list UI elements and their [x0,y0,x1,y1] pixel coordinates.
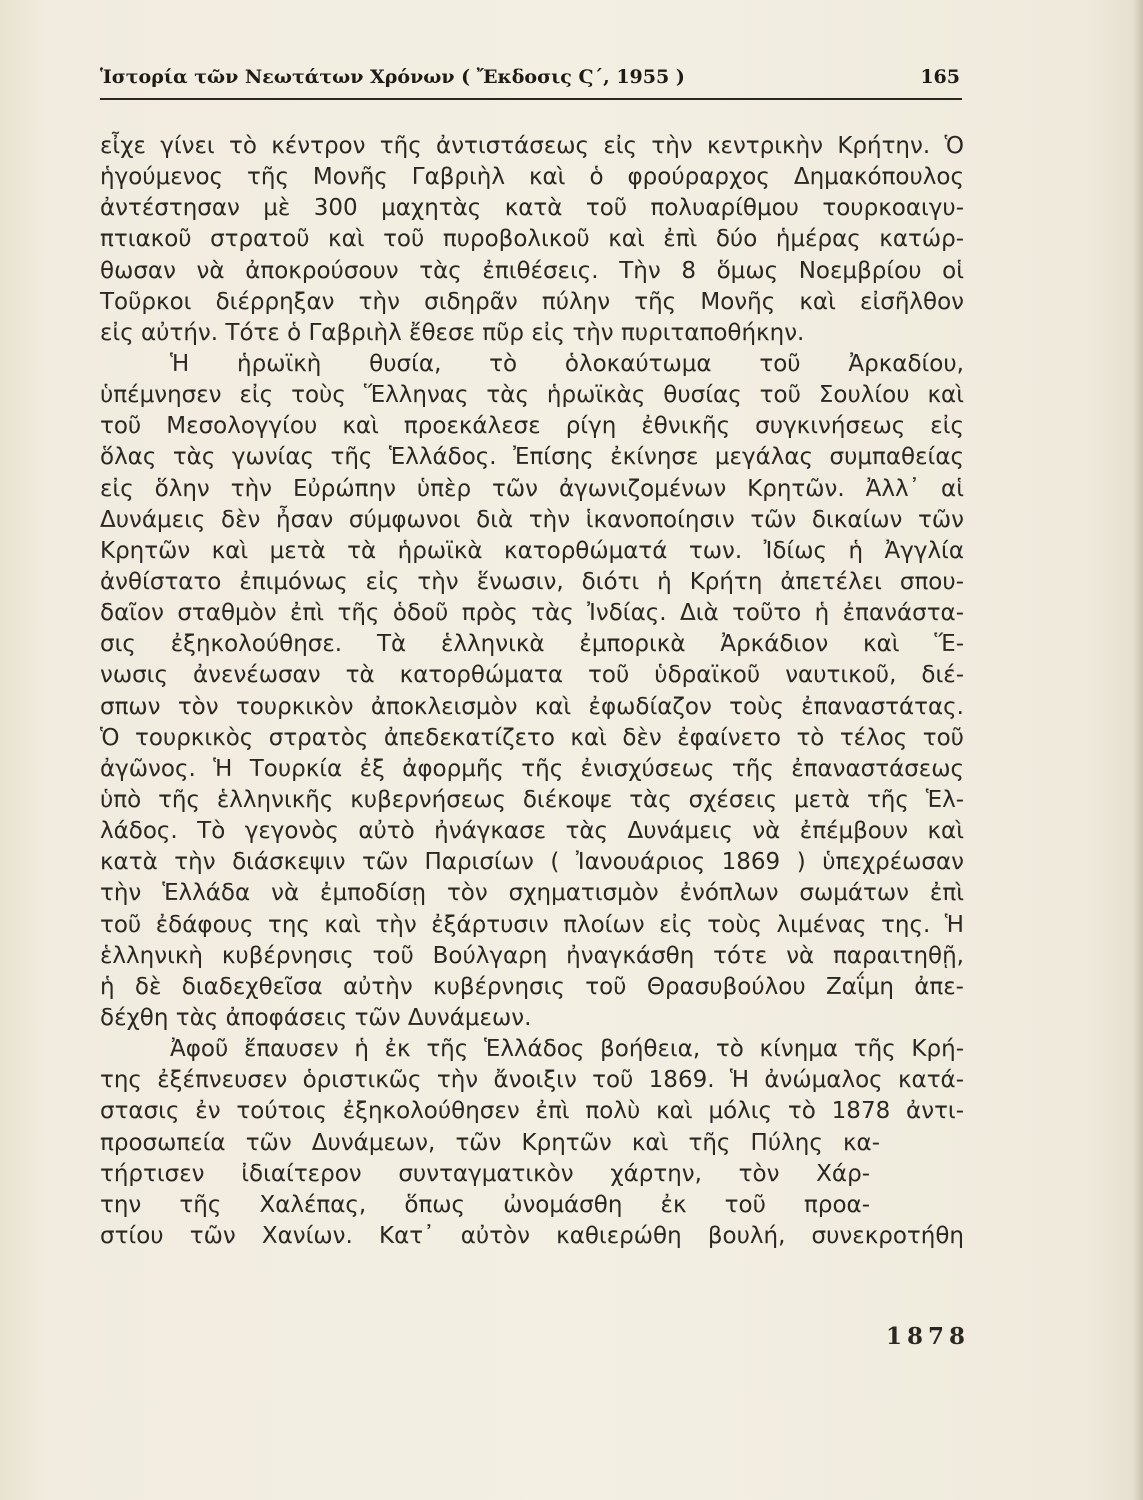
text-line: λάδος. Τὸ γεγονὸς αὐτὸ ἠνάγκασε τὰς Δυνάμεις νὰ ἐπέμβουν καὶ [100,818,964,845]
text-line: στασις ἐν τούτοις ἐξηκολούθησεν ἐπὶ πολὺ καὶ μόλις τὸ 1878 ἀντι- [100,1098,964,1125]
text-line: ἡγούμενος τῆς Μονῆς Γαβριὴλ καὶ ὁ φρούραρχος Δημακόπουλος [100,164,964,191]
text-line: ἀντέστησαν μὲ 300 μαχητὰς κατὰ τοῦ πολυαρίθμου τουρκοαιγυ- [100,195,964,222]
margin-note-year: 1878 [886,1323,971,1350]
text-line: προσωπεία τῶν Δυνάμεων, τῶν Κρητῶν καὶ τῆς Πύλης κα- [100,1129,880,1156]
text-line: Ἀφοῦ ἔπαυσεν ἡ ἐκ τῆς Ἑλλάδος βοήθεια, τὸ κίνημα τῆς Κρή- [170,1036,964,1063]
text-line: Ἡ ἡρωϊκὴ θυσία, τὸ ὁλοκαύτωμα τοῦ Ἀρκαδίου, [170,350,964,377]
page-edge-shadow [1133,0,1143,1500]
text-line: Τοῦρκοι διέρρηξαν τὴν σιδηρᾶν πύλην τῆς Μονῆς καὶ εἰσῆλθον [100,288,964,315]
text-line: στίου τῶν Χανίων. Κατ᾽ αὐτὸν καθιερώθη βουλή, συνεκροτήθη [100,1222,964,1249]
text-line: νωσις ἀνενέωσαν τὰ κατορθώματα τοῦ ὑδραϊκοῦ ναυτικοῦ, διέ- [100,662,964,689]
text-line: ἀνθίστατο ἐπιμόνως εἰς τὴν ἕνωσιν, διότι ἡ Κρήτη ἀπετέλει σπου- [100,568,964,595]
text-line: Ὁ τουρκικὸς στρατὸς ἀπεδεκατίζετο καὶ δὲν ἐφαίνετο τὸ τέλος τοῦ [100,724,964,751]
text-line: της ἐξέπνευσεν ὁριστικῶς τὴν ἄνοιξιν τοῦ 1869. Ἡ ἀνώμαλος κατά- [100,1067,964,1094]
text-line: ἀγῶνος. Ἡ Τουρκία ἐξ ἀφορμῆς τῆς ἐνισχύσεως τῆς ἐπαναστάσεως [100,755,964,782]
text-line: δαῖον σταθμὸν ἐπὶ τῆς ὁδοῦ πρὸς τὰς Ἰνδίας. Διὰ τοῦτο ἡ ἐπανάστα- [100,600,964,627]
text-line: τοῦ Μεσολογγίου καὶ προεκάλεσε ρίγη ἐθνικῆς συγκινήσεως εἰς [100,413,964,440]
running-header [100,66,962,100]
running-title: Ἱστορία τῶν Νεωτάτων Χρόνων ( Ἔκδοσις Ϛ΄, 1955 ) [100,66,685,88]
text-line: εἰς ὅλην τὴν Εὐρώπην ὑπὲρ τῶν ἀγωνιζομένων Κρητῶν. Ἀλλ᾽ αἱ [100,475,964,502]
text-line: την τῆς Χαλέπας, ὅπως ὠνομάσθη ἐκ τοῦ προα- [100,1191,870,1218]
text-line: εἶχε γίνει τὸ κέντρον τῆς ἀντιστάσεως εἰς τὴν κεντρικὴν Κρήτην. Ὁ [100,133,964,159]
body-text [100,131,964,1252]
text-line: ὅλας τὰς γωνίας τῆς Ἑλλάδος. Ἐπίσης ἐκίνησε μεγάλας συμπαθείας [100,444,964,471]
text-line: τοῦ ἐδάφους της καὶ τὴν ἐξάρτυσιν πλοίων εἰς τοὺς λιμένας της. Ἡ [100,911,964,938]
text-line: κατὰ τὴν διάσκεψιν τῶν Παρισίων ( Ἰανουάριος 1869 ) ὑπεχρέωσαν [100,849,964,876]
text-line: σις ἐξηκολούθησε. Τὰ ἑλληνικὰ ἐμπορικὰ Ἀρκάδιον καὶ Ἕ- [100,631,964,658]
text-line: ἡ δὲ διαδεχθεῖσα αὐτὴν κυβέρνησις τοῦ Θρασυβούλου Ζαΐμη ἀπε- [100,973,964,1000]
text-line: Κρητῶν καὶ μετὰ τὰ ἡρωϊκὰ κατορθώματά των. Ἰδίως ἡ Ἀγγλία [100,537,964,564]
text-line: τὴν Ἑλλάδα νὰ ἐμποδίσῃ τὸν σχηματισμὸν ἐνόπλων σωμάτων ἐπὶ [100,880,964,907]
text-line: πτιακοῦ στρατοῦ καὶ τοῦ πυροβολικοῦ καὶ ἐπὶ δύο ἡμέρας κατώρ- [100,226,964,253]
text-line: ὑπὸ τῆς ἑλληνικῆς κυβερνήσεως διέκοψε τὰς σχέσεις μετὰ τῆς Ἑλ- [100,786,964,813]
text-line: εἰς αὐτήν. Τότε ὁ Γαβριὴλ ἔθεσε πῦρ εἰς τὴν πυριταποθήκην. [100,319,805,346]
text-line: θωσαν νὰ ἀποκρούσουν τὰς ἐπιθέσεις. Τὴν 8 ὅμως Νοεμβρίου οἱ [100,257,964,284]
text-line: Δυνάμεις δὲν ἦσαν σύμφωνοι διὰ τὴν ἱκανοποίησιν τῶν δικαίων τῶν [100,506,964,533]
text-line: ἑλληνικὴ κυβέρνησις τοῦ Βούλγαρη ἠναγκάσθη τότε νὰ παραιτηθῇ, [100,942,964,969]
text-line: σπων τὸν τουρκικὸν ἀποκλεισμὸν καὶ ἐφωδίαζον τοὺς ἐπαναστάτας. [100,693,964,720]
text-line: τήρτισεν ἰδιαίτερον συνταγματικὸν χάρτην, τὸν Χάρ- [100,1160,870,1187]
text-line: δέχθη τὰς ἀποφάσεις τῶν Δυνάμεων. [100,1004,532,1031]
page-number: 165 [920,66,960,88]
text-line: ὑπέμνησεν εἰς τοὺς Ἕλληνας τὰς ἡρωϊκὰς θυσίας τοῦ Σουλίου καὶ [100,382,964,409]
